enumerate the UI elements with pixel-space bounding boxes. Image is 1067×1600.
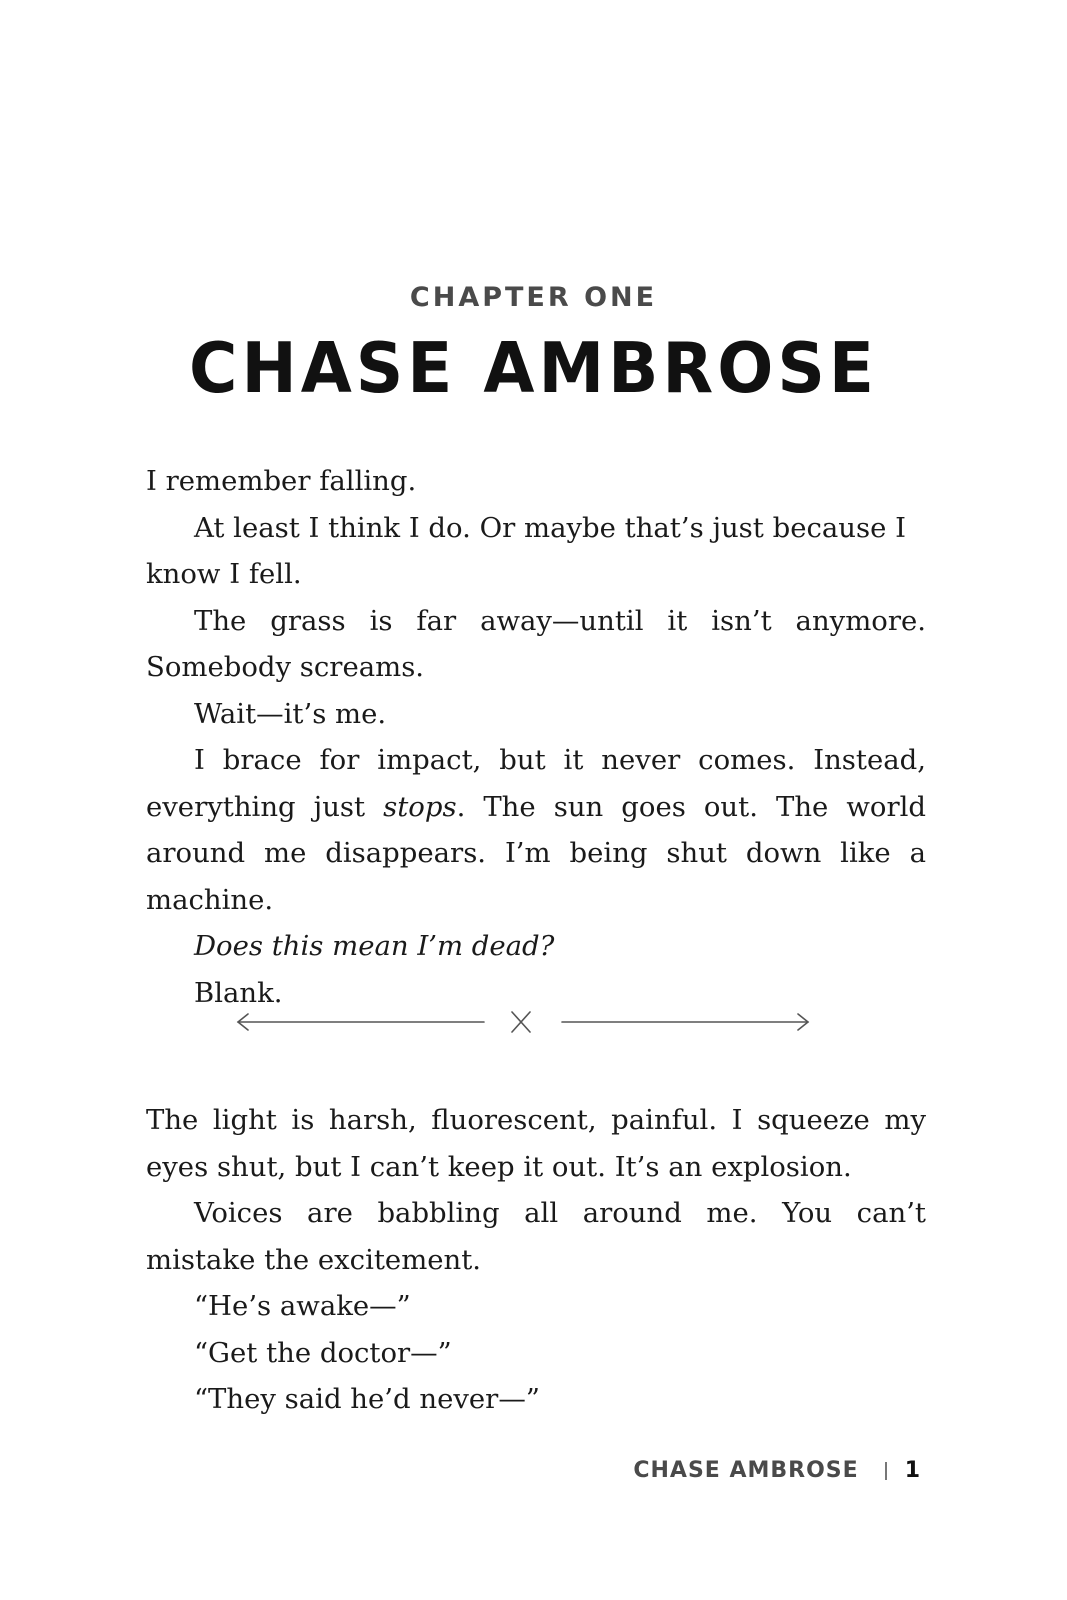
paragraph-text: . The sun goes out. The world around me disappears. I’m being shut down like a machine. <box>146 790 926 916</box>
chapter-label: CHAPTER ONE <box>409 282 658 313</box>
page-footer <box>633 1458 921 1483</box>
paragraph-text: I brace for impact, but it never comes. Instead, everything just <box>146 744 926 823</box>
page-number: 1 <box>904 1458 921 1483</box>
section-1-text <box>146 458 926 1016</box>
paragraph: Wait—it’s me. <box>194 697 387 730</box>
footer-separator <box>885 1462 887 1480</box>
running-title: CHASE AMBROSE <box>633 1458 859 1483</box>
paragraph: The light is harsh, fluorescent, painful. I squeeze my eyes shut, but I can’t keep it out. It’s an explosion. <box>146 1104 926 1183</box>
paragraph: “They said he’d never—” <box>194 1383 540 1415</box>
section-divider-icon <box>236 1006 826 1038</box>
section-2-text <box>146 1097 926 1423</box>
paragraph <box>146 737 926 923</box>
paragraph: The grass is far away—until it isn’t anymore. Somebody screams. <box>146 604 926 683</box>
paragraph: Blank. <box>194 976 283 1009</box>
paragraph: “Get the doctor—” <box>194 1336 452 1369</box>
emphasis-text: stops <box>383 790 457 823</box>
paragraph: “He’s awake—” <box>194 1290 411 1322</box>
paragraph: Voices are babbling all around me. You can’t mistake the excitement. <box>146 1197 926 1276</box>
paragraph: At least I think I do. Or maybe that’s just because I know I fell. <box>146 511 906 590</box>
chapter-title: CHASE AMBROSE <box>189 328 878 409</box>
emphasis-text: Does this mean I’m dead? <box>194 930 555 962</box>
paragraph <box>146 923 926 970</box>
paragraph: I remember falling. <box>146 465 417 497</box>
